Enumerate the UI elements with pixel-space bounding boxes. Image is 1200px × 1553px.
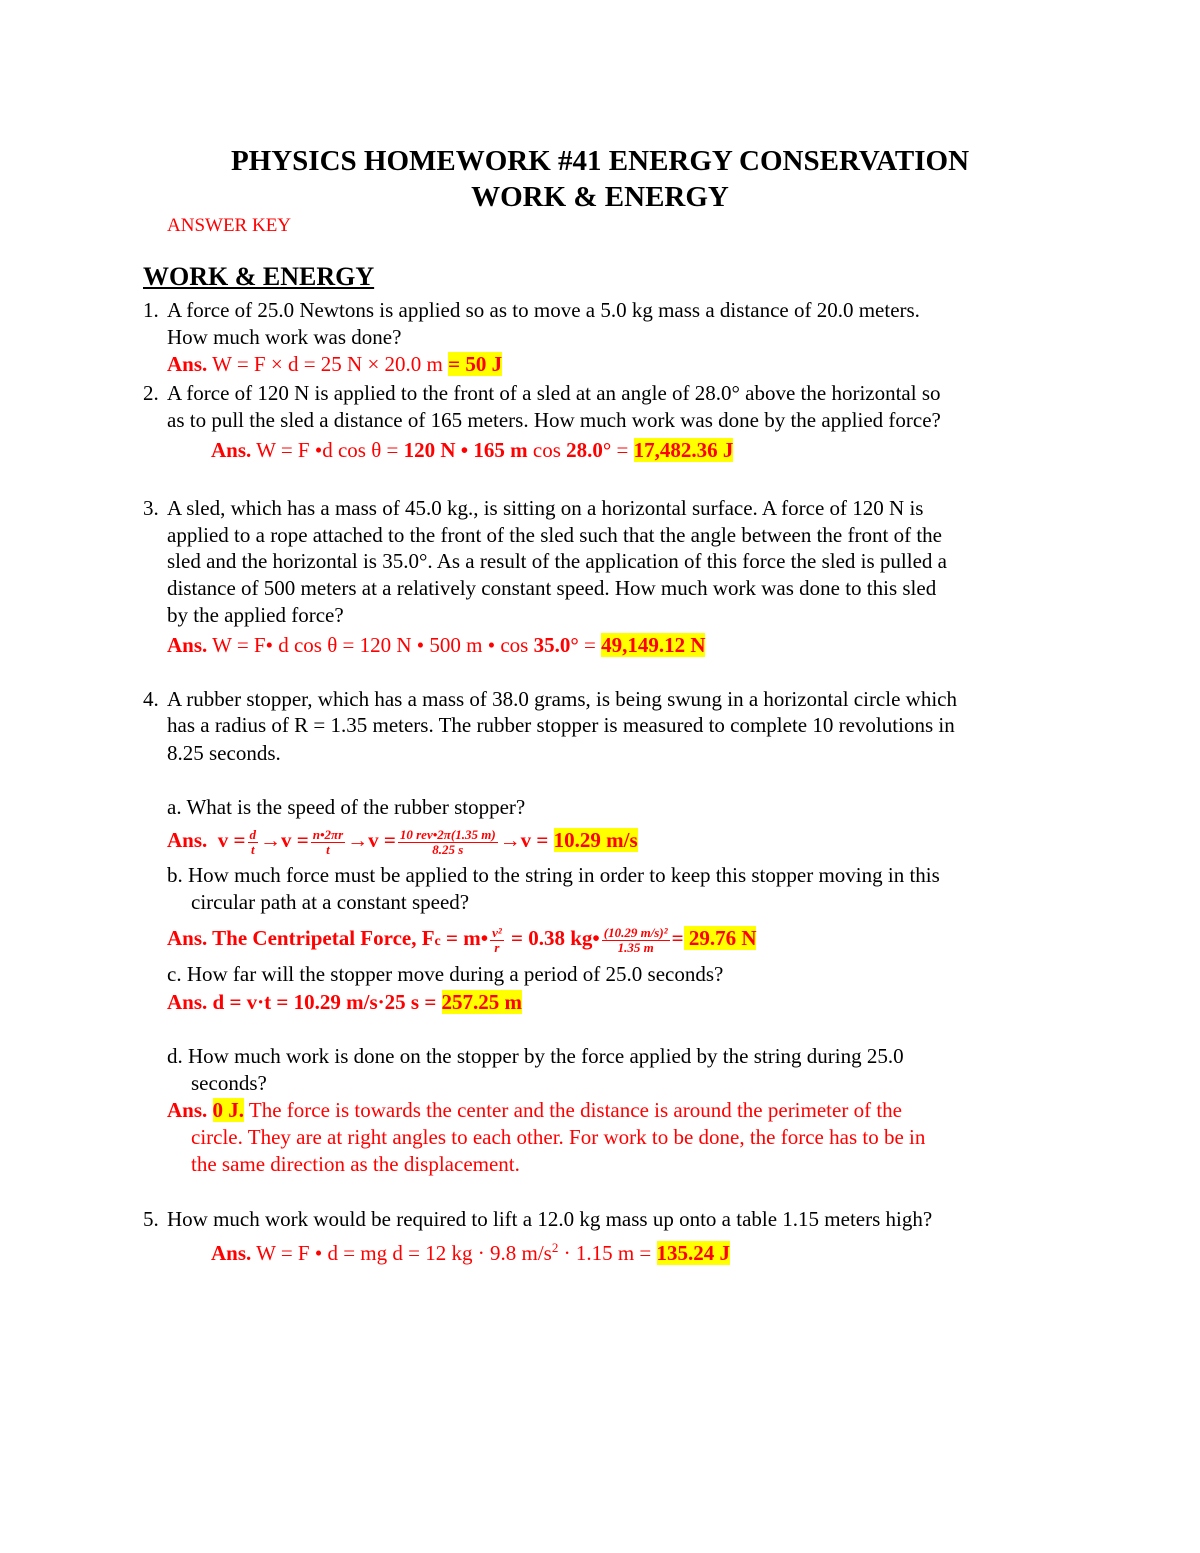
q4-line-1: A rubber stopper, which has a mass of 38.0 grams, is being swung in a horizontal circle which: [167, 687, 957, 711]
q4d-ans-label: Ans.: [167, 1098, 208, 1122]
q4-line-3: 8.25 seconds.: [167, 741, 281, 765]
q1-ans-result: = 50 J: [448, 352, 503, 376]
q1-line-1: A force of 25.0 Newtons is applied so as to move a 5.0 kg mass a distance of 20.0 meters.: [167, 298, 920, 322]
q4a-f3-den: 8.25 s: [432, 841, 464, 857]
q4a-answer: [167, 825, 638, 857]
q3-ans-label: Ans.: [167, 633, 208, 657]
q4a-arrow-3: →v =: [499, 828, 554, 852]
q4b-question-1: b. How much force must be applied to the string in order to keep this stopper moving in this: [167, 863, 940, 887]
q3-ans-result: 49,149.12 N: [601, 633, 706, 657]
q4a-fraction-1: [248, 828, 259, 857]
q2-number: 2.: [143, 381, 159, 405]
q4c-ans-label: Ans.: [167, 990, 208, 1014]
q4b-fraction-2: [602, 926, 670, 955]
q4b-f1-den: r: [494, 939, 500, 955]
q4a-result: 10.29 m/s: [553, 828, 638, 852]
q4a-f2-num: n•2πr: [312, 826, 344, 842]
q5-ans-superscript: 2: [551, 1240, 559, 1255]
q3-answer: [167, 632, 705, 658]
q2-line-2: as to pull the sled a distance of 165 meters. How much work was done by the applied force?: [167, 408, 941, 432]
q4a-f3-num: 10 rev•2π(1.35 m): [399, 826, 496, 842]
q5-answer: [211, 1235, 730, 1266]
q4d-ans-text-1: The force is towards the center and the distance is around the perimeter of the: [244, 1098, 902, 1122]
q4c-ans-text: d = v·t = 10.29 m/s·25 s =: [207, 990, 442, 1014]
q2-ans-bold-2: 28.0°: [566, 438, 612, 462]
q5-line-1: How much work would be required to lift a 12.0 kg mass up onto a table 1.15 meters high?: [167, 1207, 933, 1231]
q1-line-2: How much work was done?: [167, 325, 402, 349]
q4b-result: 29.76 N: [683, 926, 757, 950]
q3-number: 3.: [143, 496, 159, 520]
q4c-result: 257.25 m: [441, 990, 523, 1014]
q4b-ans-label: Ans.: [167, 926, 208, 950]
q4b-f2-num: (10.29 m/s)²: [603, 924, 668, 940]
q4a-fraction-2: [311, 828, 345, 857]
q2-ans-result: 17,482.36 J: [633, 438, 734, 462]
q3-line-4: distance of 500 meters at a relatively constant speed. How much work was done to this sled: [167, 576, 937, 600]
title-line-1: PHYSICS HOMEWORK #41 ENERGY CONSERVATION: [230, 145, 970, 177]
q4a-question: a. What is the speed of the rubber stopper?: [167, 795, 526, 819]
q5-number: 5.: [143, 1207, 159, 1231]
q2-ans-label: Ans.: [211, 438, 252, 462]
q4d-answer-line-1: [167, 1097, 902, 1123]
q4d-answer-line-3: the same direction as the displacement.: [191, 1152, 520, 1176]
q4c-question: c. How far will the stopper move during a period of 25.0 seconds?: [167, 962, 724, 986]
q4c-answer: [167, 989, 522, 1015]
q4-number: 4.: [143, 687, 159, 711]
q4d-answer-line-2: circle. They are at right angles to each other. For work to be done, the force has to be in: [191, 1125, 926, 1149]
q4b-question-2: circular path at a constant speed?: [191, 890, 470, 914]
section-heading: WORK & ENERGY: [143, 262, 375, 291]
q3-ans-bold: 35.0°: [533, 633, 579, 657]
q3-ans-text-1: W = F• d cos θ = 120 N • 500 m • cos: [207, 633, 534, 657]
q2-ans-bold-1: 120 N • 165 m: [403, 438, 528, 462]
q3-line-3: sled and the horizontal is 35.0°. As a result of the application of this force the sled is pulled a: [167, 549, 947, 573]
q3-line-5: by the applied force?: [167, 603, 344, 627]
q4a-f1-num: d: [249, 826, 256, 842]
q4d-question-1: d. How much work is done on the stopper by the force applied by the string during 25.0: [167, 1044, 904, 1068]
q4a-arrow-2: →v =: [347, 828, 396, 852]
q4a-f1-den: t: [250, 841, 255, 857]
q4d-result: 0 J.: [212, 1098, 245, 1122]
q2-ans-text-2: cos: [527, 438, 567, 462]
q4b-f2-den: 1.35 m: [617, 939, 654, 955]
q4b-fraction-1: [490, 926, 504, 955]
q1-number: 1.: [143, 298, 159, 322]
q4a-ans-label: Ans.: [167, 828, 208, 852]
q4a-f2-den: t: [326, 841, 330, 857]
q2-line-1: A force of 120 N is applied to the front of a sled at an angle of 28.0° above the horizontal so: [167, 381, 941, 405]
q2-ans-text-3: =: [611, 438, 634, 462]
q4a-arrow-1: →v =: [260, 828, 309, 852]
q5-ans-label: Ans.: [211, 1241, 252, 1265]
q5-ans-text-2: · 1.15 m =: [558, 1241, 657, 1265]
q4b-eq: = m•: [440, 926, 489, 950]
q4b-f1-num: v²: [492, 924, 502, 940]
q4b-subscript: c: [434, 934, 441, 949]
q4b-ans-text: The Centripetal Force, F: [207, 926, 435, 950]
q4b-answer: [167, 922, 756, 958]
title-line-2: WORK & ENERGY: [471, 181, 729, 213]
q3-line-1: A sled, which has a mass of 45.0 kg., is sitting on a horizontal surface. A force of 120 N is: [167, 496, 924, 520]
q1-answer: [167, 351, 502, 377]
q4b-eq2: =: [671, 926, 684, 950]
q2-ans-text-1: W = F •d cos θ =: [251, 438, 404, 462]
q4b-mid: = 0.38 kg•: [505, 926, 600, 950]
q4d-question-2: seconds?: [191, 1071, 267, 1095]
q4-line-2: has a radius of R = 1.35 meters. The rubber stopper is measured to complete 10 revolutions in: [167, 713, 955, 737]
q5-ans-result: 135.24 J: [656, 1241, 730, 1265]
q2-answer: [211, 437, 733, 463]
q1-ans-text: W = F × d = 25 N × 20.0 m: [207, 352, 449, 376]
q5-ans-text-1: W = F • d = mg d = 12 kg · 9.8 m/s: [251, 1241, 552, 1265]
q1-ans-label: Ans.: [167, 352, 208, 376]
answer-key-label: ANSWER KEY: [167, 215, 292, 236]
q3-line-2: applied to a rope attached to the front of the sled such that the angle between the front of the: [167, 523, 942, 547]
q4a-v-eq: v =: [217, 828, 246, 852]
q3-ans-text-2: =: [578, 633, 602, 657]
q4a-fraction-3: [398, 828, 498, 857]
